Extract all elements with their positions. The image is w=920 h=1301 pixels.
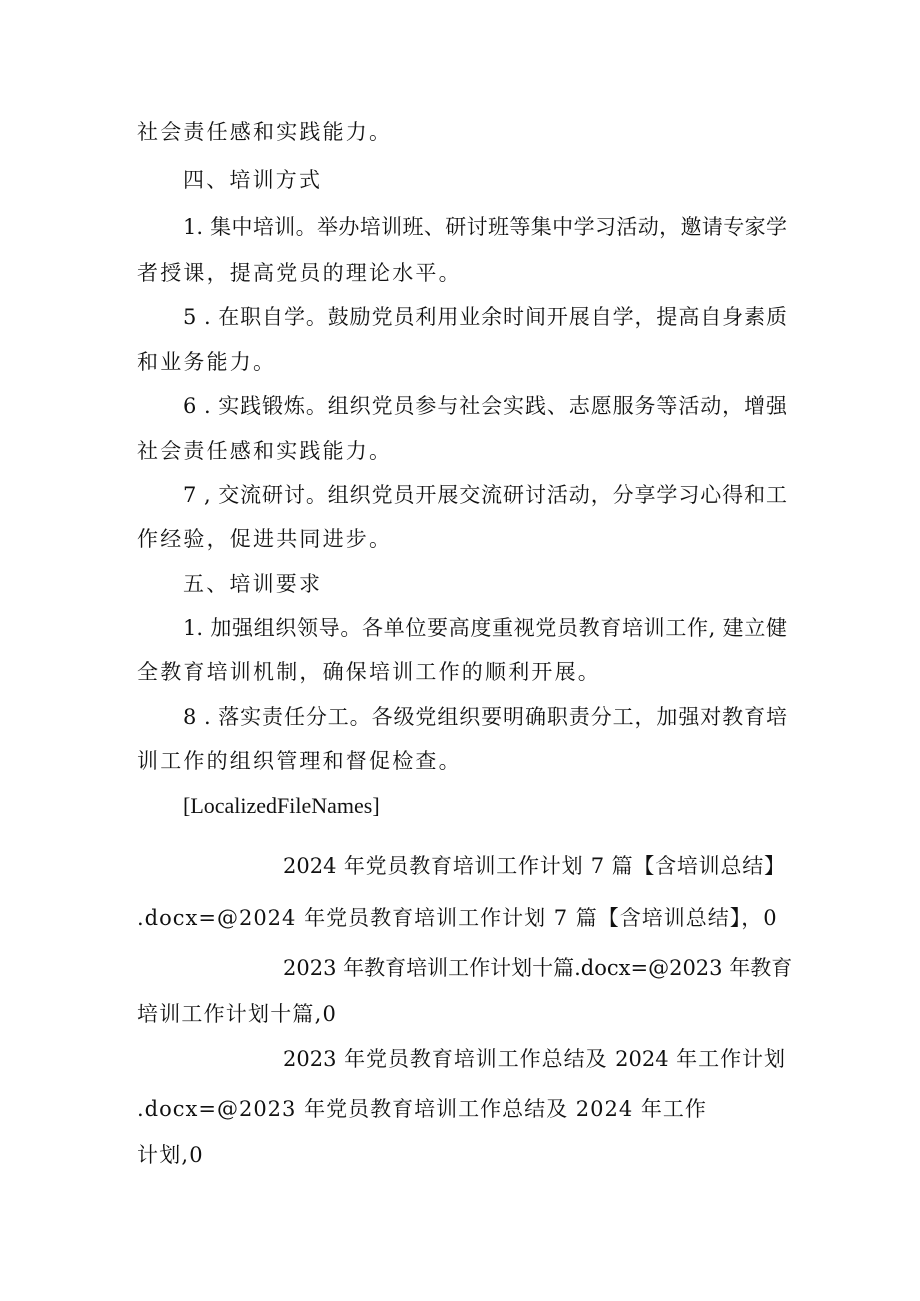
paragraph-line: 1. 加强组织领导。各单位要高度重视党员教育培训工作, 建立健: [183, 616, 787, 640]
paragraph-line: 作经验，促进共同进步。: [137, 527, 393, 551]
filename-entry-line: 计划,0: [137, 1143, 204, 1167]
paragraph-line: 训工作的组织管理和督促检查。: [137, 749, 462, 773]
paragraph-line: 1. 集中培训。举办培训班、研讨班等集中学习活动，邀请专家学: [183, 215, 787, 239]
paragraph-line: 8 . 落实责任分工。各级党组织要明确职责分工，加强对教育培: [183, 705, 787, 729]
filename-entry-line: .docx=@2024 年党员教育培训工作计划 7 篇【含培训总结】，0: [137, 906, 778, 930]
paragraph-line: 5 . 在职自学。鼓励党员利用业余时间开展自学，提高自身素质: [183, 305, 787, 329]
localized-filenames-header: [LocalizedFileNames]: [183, 793, 380, 818]
filename-entry-line: 培训工作计划十篇,0: [137, 1002, 338, 1026]
filename-entry-line: .docx=@2023 年党员教育培训工作总结及 2024 年工作: [137, 1097, 707, 1121]
filename-entry-line: 2023 年教育培训工作计划十篇.docx=@2023 年教育: [283, 956, 793, 980]
filename-entry-line: 2023 年党员教育培训工作总结及 2024 年工作计划: [283, 1047, 785, 1071]
paragraph-line: 和业务能力。: [137, 350, 277, 374]
paragraph-line: 6 . 实践锻炼。组织党员参与社会实践、志愿服务等活动，增强: [183, 394, 787, 418]
paragraph-line: 者授课，提高党员的理论水平。: [137, 261, 462, 285]
section-heading-training-methods: 四、培训方式: [183, 168, 323, 192]
filename-entry-line: 2024 年党员教育培训工作计划 7 篇【含培训总结】: [283, 854, 785, 878]
paragraph-line: 7 , 交流研讨。组织党员开展交流研讨活动，分享学习心得和工: [183, 483, 787, 507]
paragraph-line: 全教育培训机制，确保培训工作的顺利开展。: [137, 660, 601, 684]
section-heading-training-requirements: 五、培训要求: [183, 572, 323, 596]
paragraph-line: 社会责任感和实践能力。: [137, 120, 393, 144]
paragraph-line: 社会责任感和实践能力。: [137, 439, 393, 463]
